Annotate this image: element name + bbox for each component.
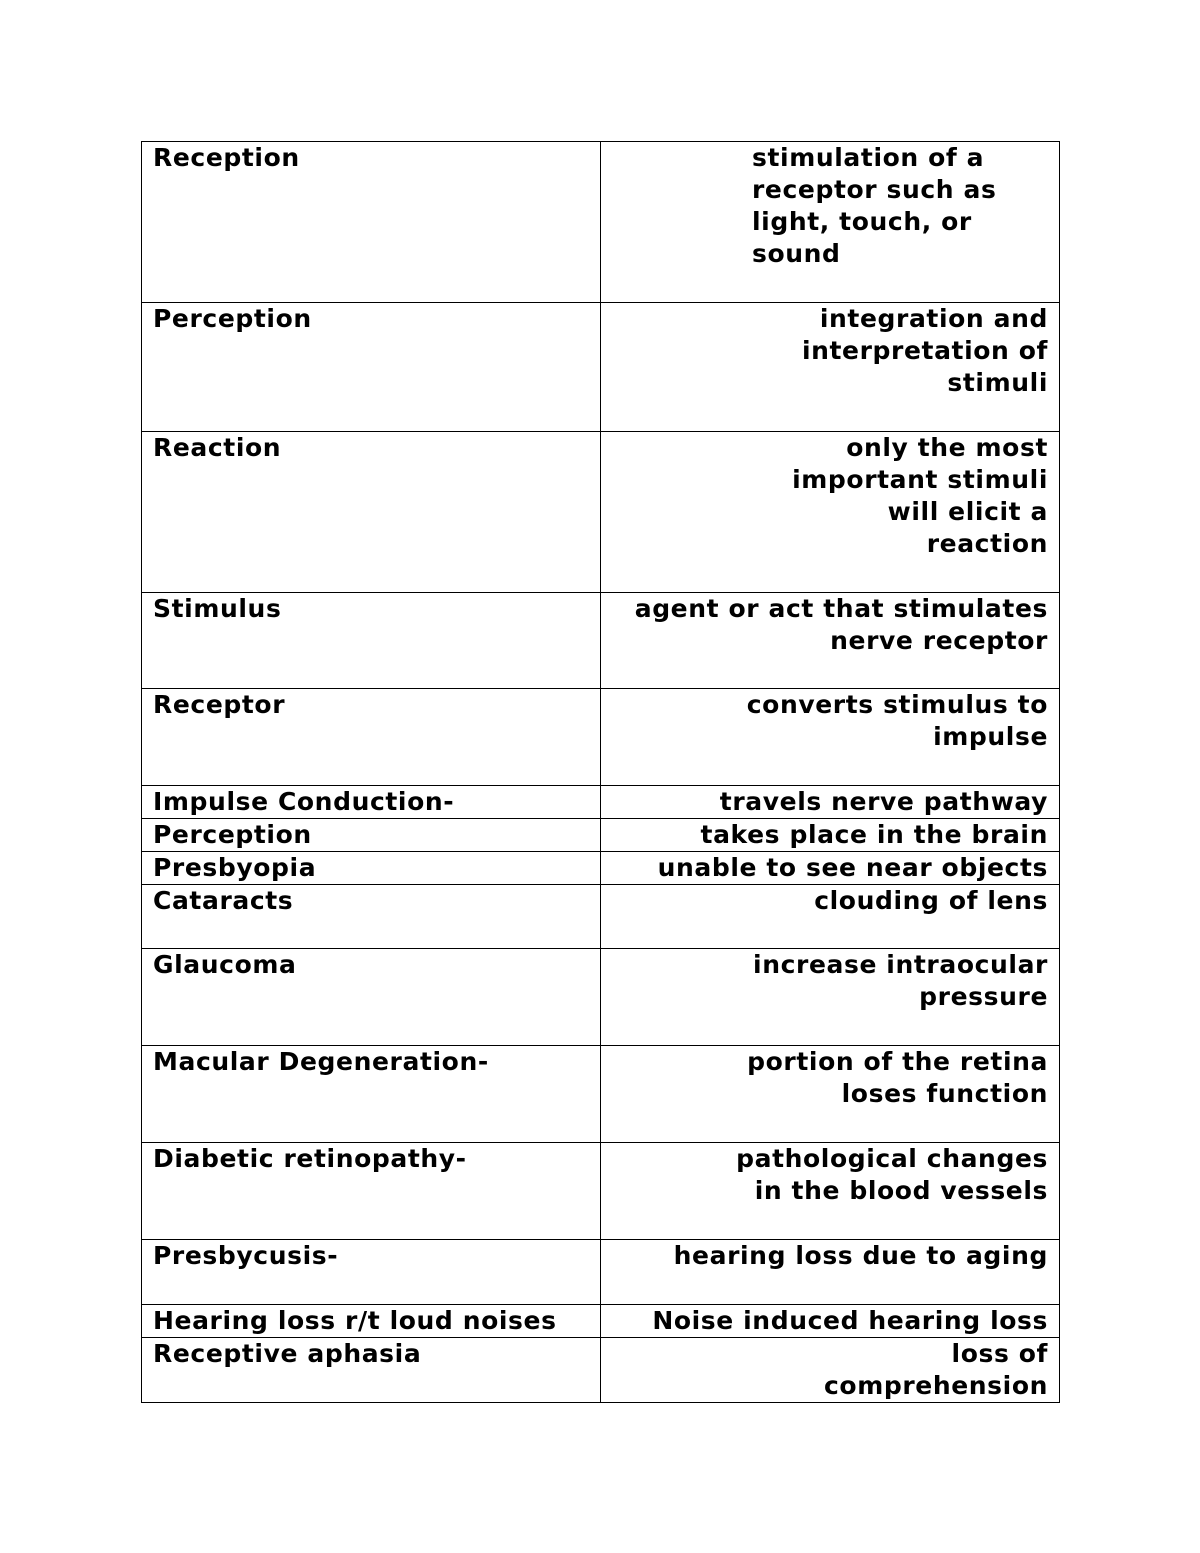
table-row (142, 852, 1060, 885)
definition-cell (601, 1338, 1060, 1403)
term-text: Receptor (153, 690, 286, 719)
table-row (142, 1143, 1060, 1240)
table-row (142, 1338, 1060, 1403)
definition-cell (601, 1240, 1060, 1305)
definition-cell (601, 885, 1060, 949)
definition-text: pathological changes in the blood vessels (736, 1144, 1048, 1205)
definition-cell (601, 593, 1060, 689)
term-cell (142, 142, 601, 303)
term-cell (142, 949, 601, 1046)
term-cell (142, 593, 601, 689)
definition-text: takes place in the brain (700, 820, 1048, 849)
table-row (142, 786, 1060, 819)
term-cell (142, 1305, 601, 1338)
definition-cell (601, 689, 1060, 786)
definition-cell (601, 819, 1060, 852)
term-text: Presbycusis- (153, 1241, 339, 1270)
definition-text: only the most important stimuli will elicit a reaction (792, 433, 1048, 558)
definition-cell (601, 949, 1060, 1046)
vocabulary-table (141, 141, 1060, 1403)
term-text: Diabetic retinopathy- (153, 1144, 467, 1173)
term-cell (142, 1240, 601, 1305)
table-row (142, 689, 1060, 786)
term-text: Perception (153, 820, 312, 849)
term-text: Impulse Conduction- (153, 787, 455, 816)
definition-text: portion of the retina loses function (747, 1047, 1048, 1108)
table-row (142, 1046, 1060, 1143)
definition-cell (601, 303, 1060, 432)
definition-cell (601, 1305, 1060, 1338)
table-row (142, 885, 1060, 949)
definition-text: clouding of lens (814, 886, 1048, 915)
term-cell (142, 852, 601, 885)
definition-cell (601, 786, 1060, 819)
definition-text: increase intraocular pressure (753, 950, 1048, 1011)
definition-cell (601, 142, 1060, 303)
term-text: Hearing loss r/t loud noises (153, 1306, 557, 1335)
term-text: Glaucoma (153, 950, 297, 979)
term-cell (142, 819, 601, 852)
term-text: Macular Degeneration- (153, 1047, 489, 1076)
term-text: Presbyopia (153, 853, 317, 882)
table-row (142, 819, 1060, 852)
table-row (142, 593, 1060, 689)
table-row (142, 949, 1060, 1046)
definition-text: loss of comprehension (824, 1339, 1048, 1400)
term-cell (142, 786, 601, 819)
term-text: Cataracts (153, 886, 294, 915)
definition-text: agent or act that stimulates nerve receptor (634, 594, 1048, 655)
table-row (142, 432, 1060, 593)
definition-text: stimulation of a receptor such as light, touch, or sound (752, 143, 997, 268)
definition-text: unable to see near objects (657, 853, 1048, 882)
term-text: Stimulus (153, 594, 282, 623)
table-row (142, 303, 1060, 432)
term-text: Perception (153, 304, 312, 333)
term-cell (142, 689, 601, 786)
definition-text: travels nerve pathway (719, 787, 1048, 816)
term-cell (142, 885, 601, 949)
term-text: Reaction (153, 433, 282, 462)
table-row (142, 1240, 1060, 1305)
definition-text: converts stimulus to impulse (746, 690, 1048, 751)
term-cell (142, 432, 601, 593)
table-row (142, 1305, 1060, 1338)
definition-cell (601, 432, 1060, 593)
definition-text: integration and interpretation of stimuli (801, 304, 1048, 397)
term-cell (142, 1046, 601, 1143)
definition-text: hearing loss due to aging (673, 1241, 1048, 1270)
definition-cell (601, 1143, 1060, 1240)
definition-text: Noise induced hearing loss (652, 1306, 1048, 1335)
table-row (142, 142, 1060, 303)
definition-cell (601, 1046, 1060, 1143)
term-cell (142, 1143, 601, 1240)
term-cell (142, 303, 601, 432)
definition-cell (601, 852, 1060, 885)
term-cell (142, 1338, 601, 1403)
term-text: Reception (153, 143, 300, 172)
term-text: Receptive aphasia (153, 1339, 422, 1368)
